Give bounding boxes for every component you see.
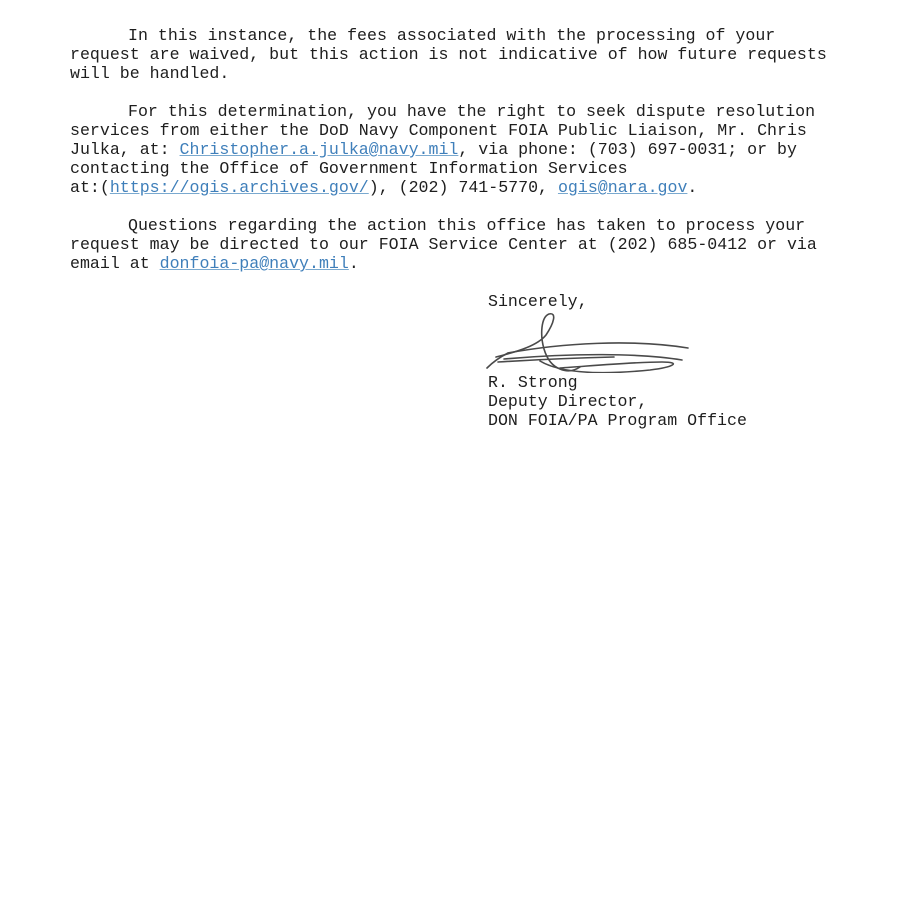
line-text: at:( bbox=[70, 178, 110, 197]
letter-line: request may be directed to our FOIA Service Center at (202) 685-0412 or via bbox=[70, 235, 817, 254]
closing-block bbox=[488, 292, 870, 430]
url-link-ogis[interactable]: https://ogis.archives.gov/ bbox=[109, 178, 369, 197]
line-text: . bbox=[687, 178, 698, 197]
line-text: , via phone: (703) 697-0031; or by bbox=[458, 140, 797, 159]
letter-line: contacting the Office of Government Information Services bbox=[70, 159, 628, 178]
letter-body bbox=[70, 26, 870, 430]
letter-line bbox=[70, 178, 870, 197]
signer-title: Deputy Director, bbox=[488, 392, 648, 411]
salutation: Sincerely, bbox=[488, 292, 588, 311]
letter-line: services from either the DoD Navy Component FOIA Public Liaison, Mr. Chris bbox=[70, 121, 807, 140]
paragraph-dispute-resolution bbox=[70, 102, 870, 197]
signer-name: R. Strong bbox=[488, 373, 578, 392]
letter-line: For this determination, you have the right to seek dispute resolution bbox=[128, 102, 816, 121]
letter-line: In this instance, the fees associated with the processing of your bbox=[128, 26, 776, 45]
paragraph-fees bbox=[70, 26, 870, 83]
line-text: Julka, at: bbox=[70, 140, 180, 159]
signature-scribble-icon bbox=[482, 311, 694, 373]
letter-line: request are waived, but this action is not indicative of how future requests bbox=[70, 45, 827, 64]
email-link-ogis-nara[interactable]: ogis@nara.gov bbox=[557, 178, 688, 197]
letter-line: Questions regarding the action this office has taken to process your bbox=[128, 216, 806, 235]
email-link-donfoia[interactable]: donfoia-pa@navy.mil bbox=[159, 254, 349, 273]
email-link-julka[interactable]: Christopher.a.julka@navy.mil bbox=[179, 140, 459, 159]
signer-office: DON FOIA/PA Program Office bbox=[488, 411, 747, 430]
letter-line bbox=[70, 140, 870, 159]
line-text: email at bbox=[70, 254, 160, 273]
paragraph-questions bbox=[70, 216, 870, 273]
handwritten-signature-image bbox=[482, 311, 870, 373]
line-text: . bbox=[348, 254, 359, 273]
letter-line: will be handled. bbox=[70, 64, 230, 83]
letter-line bbox=[70, 254, 870, 273]
line-text: ), (202) 741-5770, bbox=[368, 178, 558, 197]
